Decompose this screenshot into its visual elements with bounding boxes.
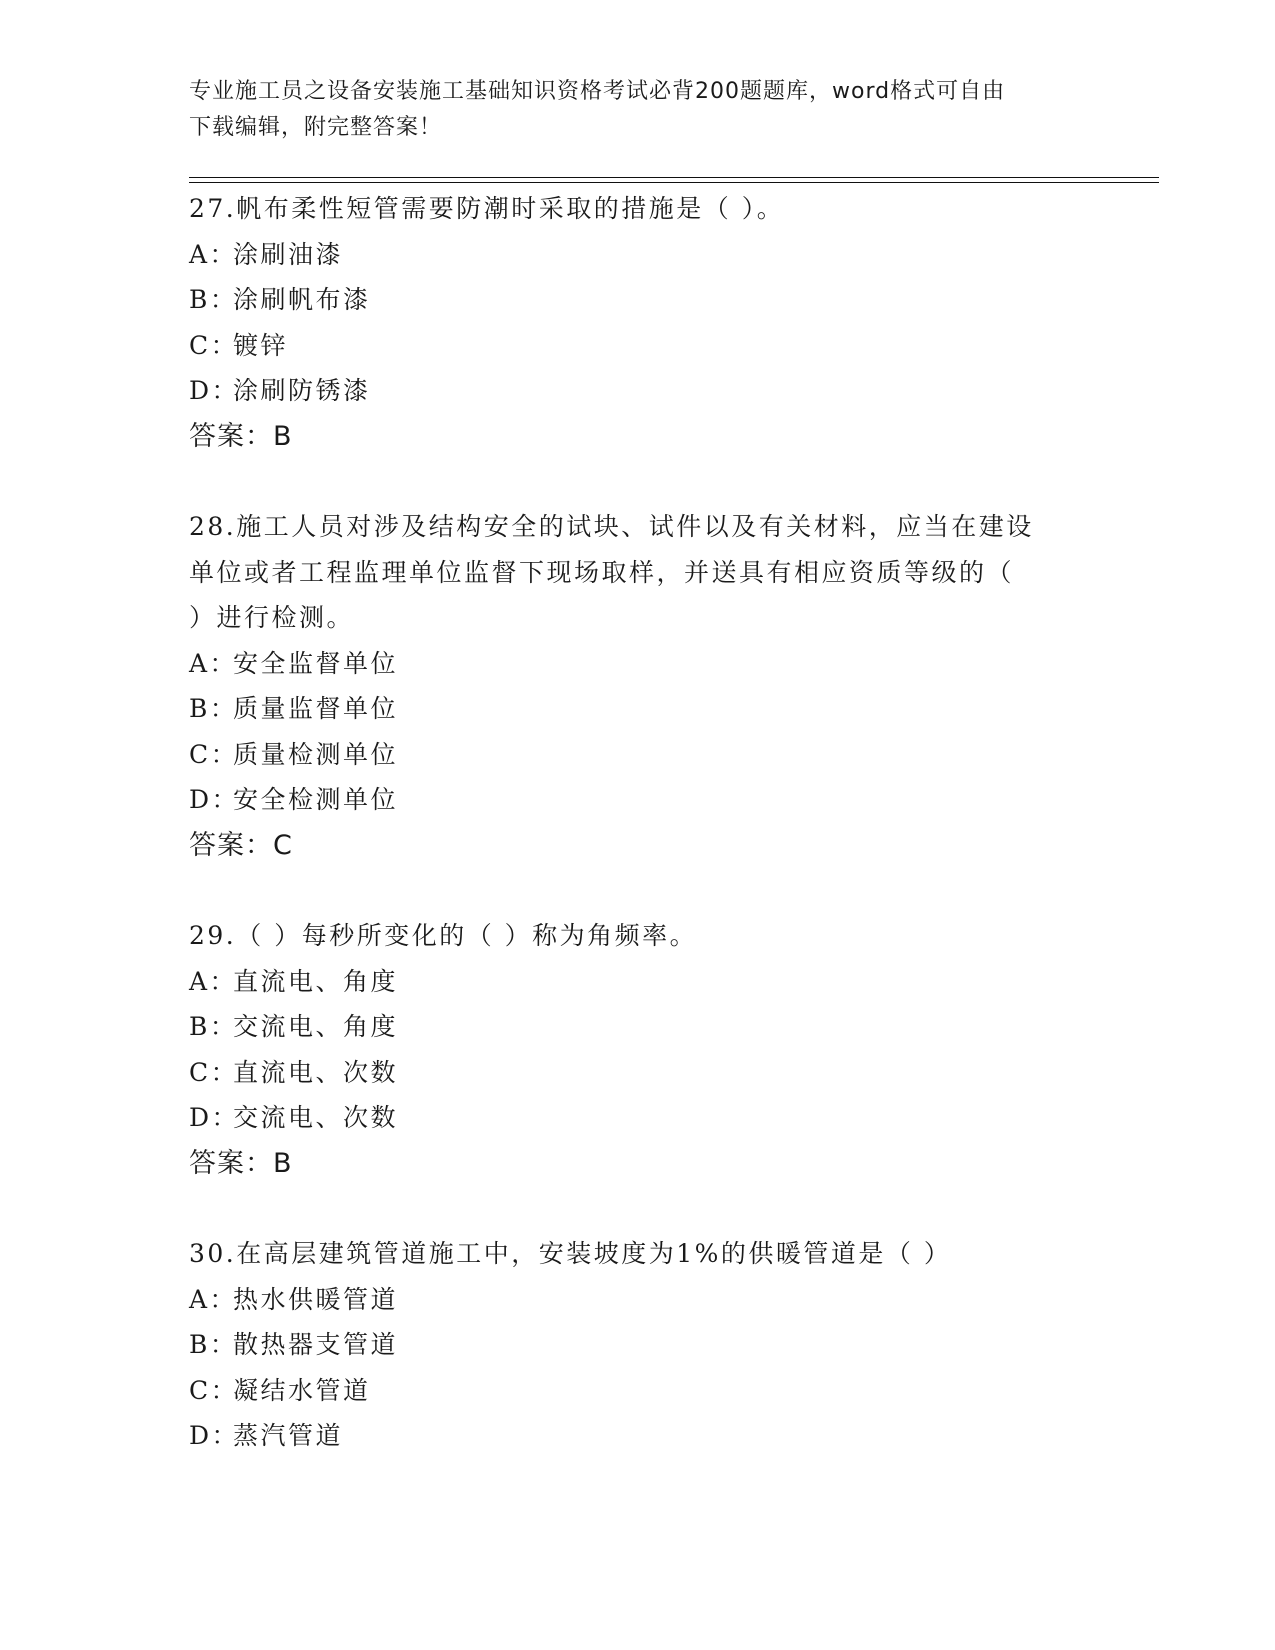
option-d (189, 1095, 1089, 1141)
option-letter: C： (189, 1375, 239, 1405)
document-header (189, 74, 1089, 146)
question-stem: 29.（ ）每秒所变化的（ ）称为角频率。 (189, 921, 698, 950)
option-d (189, 777, 1089, 823)
option-letter: C： (189, 739, 239, 769)
option-text: 安全检测单位 (233, 785, 399, 814)
question-stem-line-3: ）进行检测。 (189, 603, 355, 632)
option-text: 蒸汽管道 (233, 1421, 344, 1450)
option-c (189, 732, 1089, 778)
option-letter: D： (189, 1103, 240, 1132)
question-stem-line-1: 28.施工人员对涉及结构安全的试块、试件以及有关材料，应当在建设 (189, 512, 1034, 541)
option-c (189, 323, 1089, 369)
option-letter: A： (189, 1284, 238, 1314)
option-text: 交流电、次数 (233, 1103, 399, 1132)
option-text: 涂刷防锈漆 (233, 376, 371, 405)
option-text: 直流电、角度 (233, 966, 399, 996)
question-29 (189, 913, 1089, 1187)
option-text: 镀锌 (233, 330, 289, 360)
option-letter: C： (189, 1057, 239, 1087)
option-b (189, 277, 1089, 323)
option-text: 涂刷油漆 (233, 239, 344, 269)
option-c (189, 1050, 1089, 1096)
option-letter: C： (189, 330, 239, 360)
header-divider-bottom (189, 182, 1159, 183)
question-stem: 27.帆布柔性短管需要防潮时采取的措施是（ ）。 (189, 194, 785, 223)
question-30 (189, 1231, 1089, 1459)
header-divider-top (189, 177, 1159, 178)
option-letter: D： (189, 1421, 240, 1450)
option-letter: A： (189, 239, 238, 269)
option-a (189, 959, 1089, 1005)
header-line-1: 专业施工员之设备安装施工基础知识资格考试必背200题题库，word格式可自由 (189, 79, 1006, 104)
option-text: 质量监督单位 (233, 694, 399, 723)
option-text: 直流电、次数 (233, 1057, 399, 1087)
question-stem-line-2: 单位或者工程监理单位监督下现场取样，并送具有相应资质等级的（ (189, 557, 1015, 587)
option-d (189, 1413, 1089, 1459)
option-text: 交流电、角度 (233, 1012, 399, 1041)
option-d (189, 368, 1089, 414)
option-text: 安全监督单位 (233, 648, 399, 678)
option-text: 热水供暖管道 (233, 1284, 399, 1314)
option-a (189, 641, 1089, 687)
answer-label: 答案：B (189, 1147, 293, 1179)
option-letter: B： (189, 1012, 238, 1041)
question-28 (189, 504, 1089, 869)
option-b (189, 686, 1089, 732)
option-text: 涂刷帆布漆 (233, 285, 371, 314)
question-27 (189, 186, 1089, 460)
option-b (189, 1004, 1089, 1050)
option-letter: B： (189, 1330, 238, 1359)
answer-label: 答案：C (189, 829, 293, 861)
option-letter: B： (189, 694, 238, 723)
answer-label: 答案：B (189, 420, 293, 452)
option-letter: A： (189, 648, 238, 678)
option-letter: D： (189, 785, 240, 814)
option-a (189, 232, 1089, 278)
option-letter: D： (189, 376, 240, 405)
header-line-2: 下载编辑，附完整答案！ (189, 115, 443, 140)
option-text: 散热器支管道 (233, 1330, 399, 1359)
option-a (189, 1277, 1089, 1323)
option-c (189, 1368, 1089, 1414)
question-stem: 30.在高层建筑管道施工中，安装坡度为1%的供暖管道是（ ） (189, 1239, 952, 1268)
option-b (189, 1322, 1089, 1368)
option-letter: A： (189, 966, 238, 996)
option-text: 凝结水管道 (233, 1375, 371, 1405)
option-letter: B： (189, 285, 238, 314)
option-text: 质量检测单位 (233, 739, 399, 769)
